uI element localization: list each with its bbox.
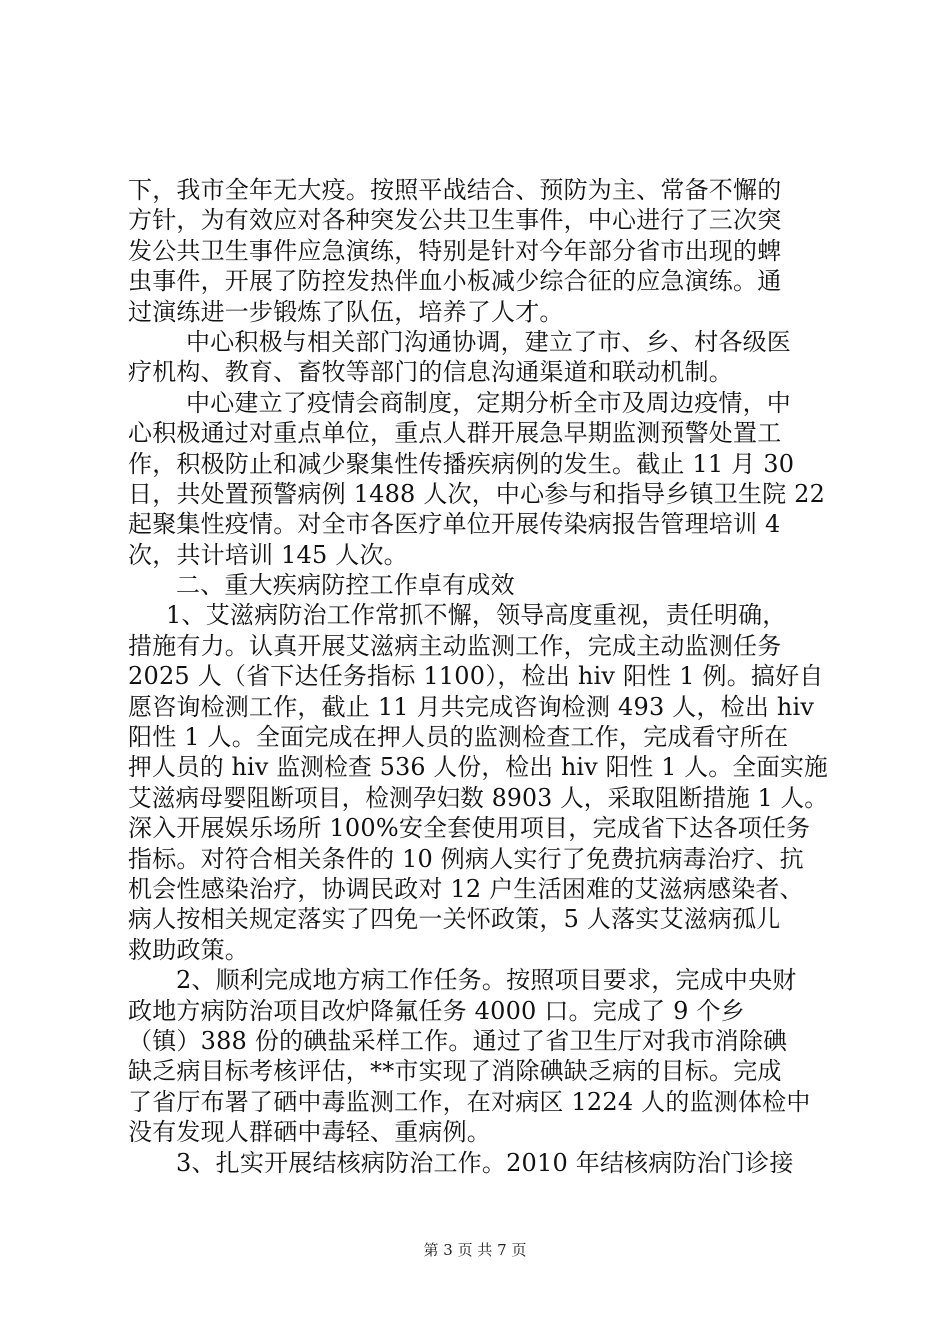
text-line: 深入开展娱乐场所 100%安全套使用项目，完成省下达各项任务 xyxy=(128,814,811,843)
text-line: 救助政策。 xyxy=(128,935,249,964)
text-line: 发公共卫生事件应急演练，特别是针对今年部分省市出现的蜱 xyxy=(128,236,782,265)
text-line: 愿咨询检测工作，截止 11 月共完成咨询检测 493 人，检出 hiv xyxy=(128,692,815,721)
text-line: 起聚集性疫情。对全市各医疗单位开展传染病报告管理培训 4 xyxy=(128,510,781,539)
text-line: 方针，为有效应对各种突发公共卫生事件，中心进行了三次突 xyxy=(128,206,782,235)
text-line: 病人按相关规定落实了四免一关怀政策，5 人落实艾滋病孤儿 xyxy=(128,905,781,934)
text-line: 押人员的 hiv 监测检查 536 人份，检出 hiv 阳性 1 人。全面实施 xyxy=(128,753,829,782)
text-line: 过演练进一步锻炼了队伍，培养了人才。 xyxy=(128,297,564,326)
text-line: 虫事件，开展了防控发热伴血小板减少综合征的应急演练。通 xyxy=(128,267,782,296)
page-footer: 第 3 页 共 7 页 xyxy=(423,1241,527,1259)
text-line: 指标。对符合相关条件的 10 例病人实行了免费抗病毒治疗、抗 xyxy=(128,844,804,873)
text-line: 作，积极防止和减少聚集性传播疾病例的发生。截止 11 月 30 xyxy=(128,449,795,478)
text-line: 中心积极与相关部门沟通协调，建立了市、乡、村各级医 xyxy=(186,327,791,356)
text-line: 2、顺利完成地方病工作任务。按照项目要求，完成中央财 xyxy=(176,966,797,995)
text-line: 艾滋病母婴阻断项目，检测孕妇数 8903 人，采取阻断措施 1 人。 xyxy=(128,783,828,812)
text-line: （镇）388 份的碘盐采样工作。通过了省卫生厅对我市消除碘 xyxy=(128,1026,788,1055)
text-line: 1、艾滋病防治工作常抓不懈，领导高度重视，责任明确， xyxy=(166,601,787,630)
text-line: 没有发现人群硒中毒轻、重病例。 xyxy=(128,1118,491,1147)
text-line: 措施有力。认真开展艾滋病主动监测工作，完成主动监测任务 xyxy=(128,631,782,660)
body-text xyxy=(128,175,828,1178)
text-line: 缺乏病目标考核评估，**市实现了消除碘缺乏病的目标。完成 xyxy=(128,1057,782,1086)
text-line: 心积极通过对重点单位，重点人群开展急早期监测预警处置工 xyxy=(128,419,782,448)
text-line: 机会性感染治疗，协调民政对 12 户生活困难的艾滋病感染者、 xyxy=(128,874,804,903)
text-line: 阳性 1 人。全面完成在押人员的监测检查工作，完成看守所在 xyxy=(128,723,789,752)
text-line: 下，我市全年无大疫。按照平战结合、预防为主、常备不懈的 xyxy=(128,176,782,204)
section-heading: 二、重大疾病防控工作卓有成效 xyxy=(176,571,515,600)
text-line: 日，共处置预警病例 1488 人次，中心参与和指导乡镇卫生院 22 xyxy=(128,479,826,508)
text-line: 疗机构、教育、畜牧等部门的信息沟通渠道和联动机制。 xyxy=(128,358,733,387)
text-line: 政地方病防治项目改炉降氟任务 4000 口。完成了 9 个乡 xyxy=(128,996,745,1025)
text-line: 次，共计培训 145 人次。 xyxy=(128,540,408,569)
text-line: 2025 人（省下达任务指标 1100），检出 hiv 阳性 1 例。搞好自 xyxy=(128,662,824,691)
text-line: 3、扎实开展结核病防治工作。2010 年结核病防治门诊接 xyxy=(176,1148,794,1177)
text-line: 了省厅布署了硒中毒监测工作，在对病区 1224 人的监测体检中 xyxy=(128,1087,811,1116)
text-line: 中心建立了疫情会商制度，定期分析全市及周边疫情，中 xyxy=(186,388,791,417)
